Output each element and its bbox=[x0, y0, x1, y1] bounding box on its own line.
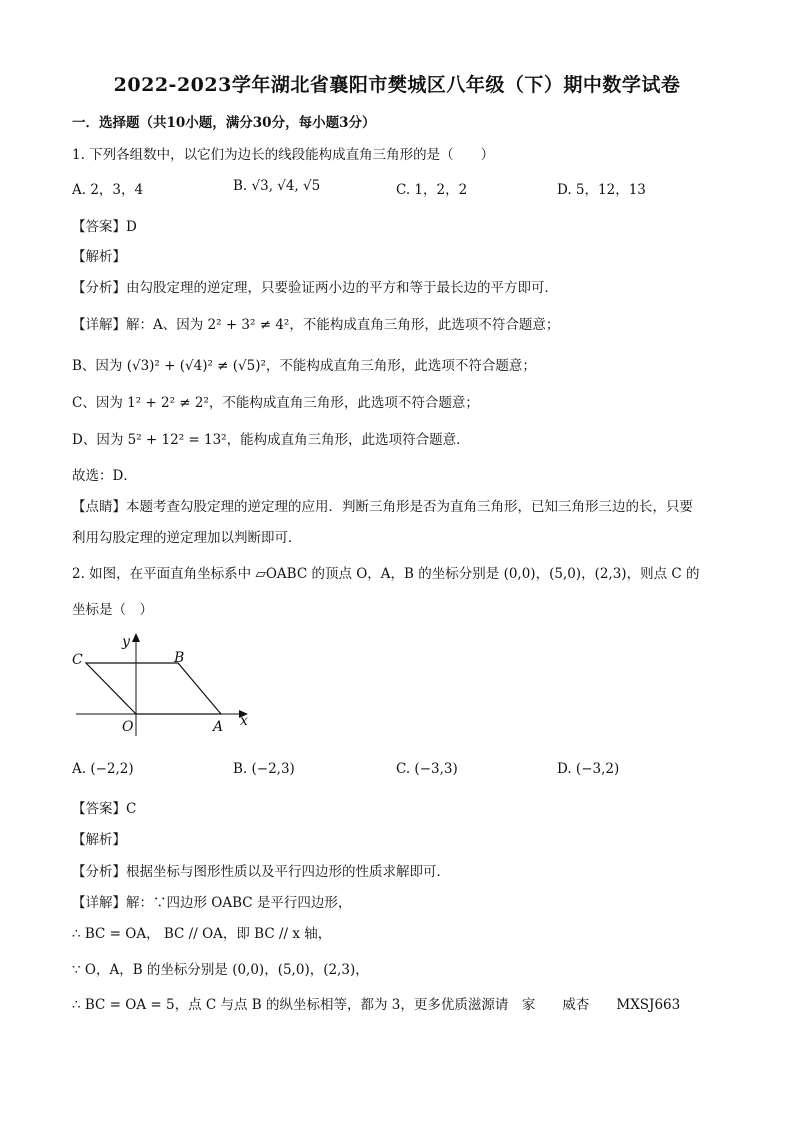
page-title: 2022-2023学年湖北省襄阳市樊城区八年级（下）期中数学试卷 bbox=[113, 74, 681, 96]
parallelogram-figure bbox=[66, 630, 256, 740]
label-b: B bbox=[174, 650, 185, 666]
y-axis-arrow bbox=[132, 633, 140, 642]
parallelogram-oabc bbox=[86, 663, 221, 714]
q1-detail-d: D、因为 5² + 12² = 13²，能构成直角三角形，此选项符合题意． bbox=[72, 432, 470, 448]
q2-stem-line1: 2. 如图，在平面直角坐标系中 ▱OABC 的顶点 O，A，B 的坐标分别是 (0,0)，(5,0)，(2,3)，则点 C 的 bbox=[72, 566, 700, 582]
q1-comment-line1: 【点睛】本题考查勾股定理的逆定理的应用．判断三角形是否为直角三角形，已知三角形三边的长，只要 bbox=[72, 499, 693, 515]
label-o: O bbox=[122, 719, 134, 735]
q2-analysis: 【分析】根据坐标与图形性质以及平行四边形的性质求解即可． bbox=[72, 864, 450, 880]
q2-answer: 【答案】C bbox=[72, 801, 137, 817]
q1-detail-a: 【详解】解：A、因为 2² + 3² ≠ 4²，不能构成直角三角形，此选项不符合题意； bbox=[72, 317, 560, 333]
q2-option-b: B. (−2,3) bbox=[233, 761, 295, 777]
q2-detail-4: ∴ BC = OA = 5，点 C 与点 B 的纵坐标相等，都为 3，更多优质滋源请 家 威杏 MXSJ663 bbox=[72, 997, 681, 1013]
q1-option-b: B. √3, √4, √5 bbox=[233, 178, 321, 194]
q2-jiexi-label: 【解析】 bbox=[72, 832, 126, 848]
q2-detail-3: ∵ O，A，B 的坐标分别是 (0,0)，(5,0)，(2,3)， bbox=[72, 962, 369, 978]
q1-answer: 【答案】D bbox=[72, 219, 137, 235]
q1-choice: 故选：D． bbox=[72, 468, 137, 484]
q2-option-a: A. (−2,2) bbox=[72, 761, 134, 777]
label-y: y bbox=[122, 634, 130, 650]
section-heading: 一．选择题（共10小题，满分30分，每小题3分） bbox=[72, 115, 376, 131]
q1-option-a: A. 2，3，4 bbox=[72, 182, 144, 198]
q1-comment-line2: 利用勾股定理的逆定理加以判断即可． bbox=[72, 530, 302, 546]
q1-jiexi-label: 【解析】 bbox=[72, 249, 126, 265]
label-c: C bbox=[72, 652, 83, 668]
q2-detail-1: 【详解】解：∵四边形 OABC 是平行四边形， bbox=[72, 895, 352, 911]
q2-option-d: D. (−3,2) bbox=[557, 761, 620, 777]
q1-analysis: 【分析】由勾股定理的逆定理，只要验证两小边的平方和等于最长边的平方即可． bbox=[72, 280, 558, 296]
q1-option-c: C. 1，2，2 bbox=[396, 182, 468, 198]
q1-detail-c: C、因为 1² + 2² ≠ 2²，不能构成直角三角形，此选项不符合题意； bbox=[72, 395, 479, 411]
q1-option-d: D. 5，12，13 bbox=[557, 182, 646, 198]
q2-option-c: C. (−3,3) bbox=[396, 761, 458, 777]
q1-stem: 1. 下列各组数中，以它们为边长的线段能构成直角三角形的是（ ） bbox=[72, 147, 495, 163]
label-a: A bbox=[213, 719, 224, 735]
q1-detail-b: B、因为 (√3)² + (√4)² ≠ (√5)²，不能构成直角三角形，此选项不符合题意； bbox=[72, 358, 536, 374]
label-x: x bbox=[240, 713, 248, 729]
q2-stem-line2: 坐标是（ ） bbox=[72, 602, 153, 618]
q2-detail-2: ∴ BC = OA， BC // OA，即 BC // x 轴， bbox=[72, 926, 332, 942]
